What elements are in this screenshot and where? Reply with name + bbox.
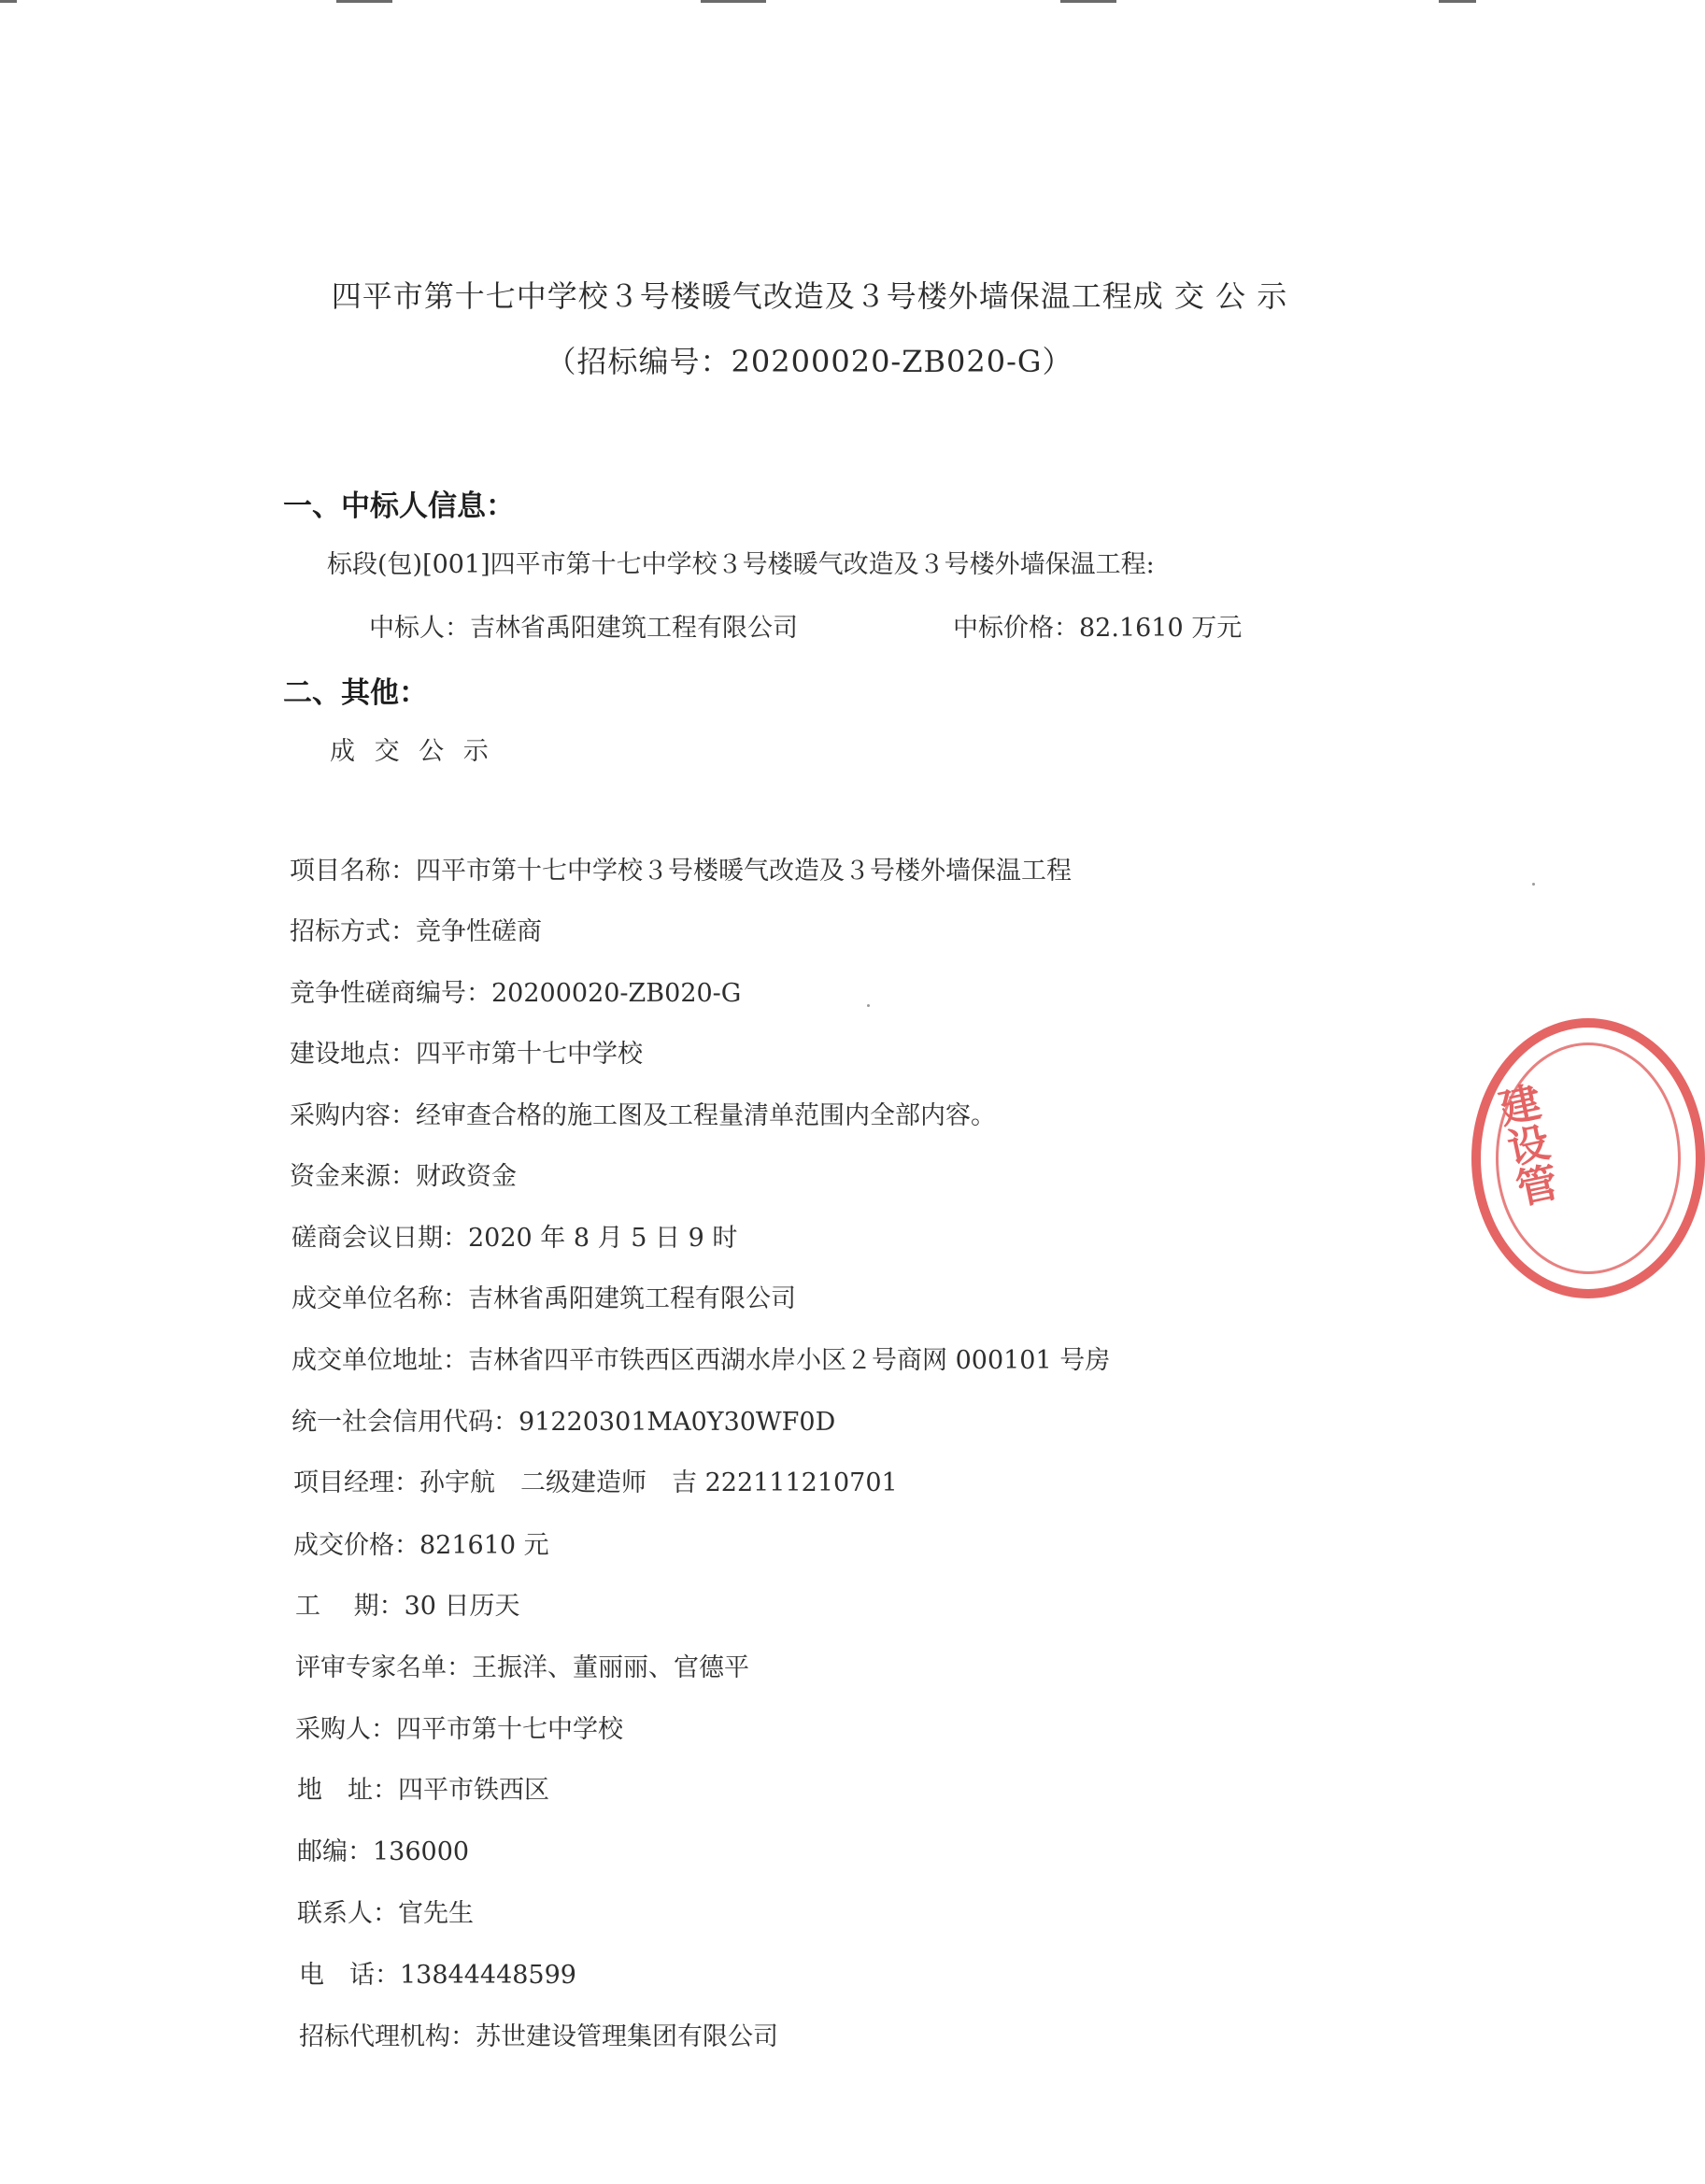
detail-purchaser: 采购人：四平市第十七中学校 xyxy=(295,1715,623,1744)
scan-speck xyxy=(1532,883,1535,886)
detail-company-name: 成交单位名称：吉林省禹阳建筑工程有限公司 xyxy=(291,1284,796,1313)
detail-meeting-date: 磋商会议日期：2020 年 8 月 5 日 9 时 xyxy=(291,1224,738,1253)
detail-agency: 招标代理机构：苏世建设管理集团有限公司 xyxy=(299,2022,778,2051)
detail-negotiation-number: 竞争性磋商编号：20200020-ZB020-G xyxy=(290,979,742,1008)
detail-phone: 电 话：13844448599 xyxy=(299,1961,576,1990)
detail-procurement-content: 采购内容：经审查合格的施工图及工程量清单范围内全部内容。 xyxy=(290,1101,996,1130)
detail-project-manager: 项目经理：孙宇航 二级建造师 吉 222111210701 xyxy=(293,1468,898,1497)
detail-duration: 工 期：30 日历天 xyxy=(295,1592,520,1621)
detail-project-name: 项目名称：四平市第十七中学校３号楼暖气改造及３号楼外墙保温工程 xyxy=(290,857,1072,886)
scan-edge-mark xyxy=(1060,0,1116,3)
scan-edge-mark xyxy=(0,0,17,3)
scan-edge-mark xyxy=(701,0,766,3)
detail-location: 建设地点：四平市第十七中学校 xyxy=(290,1040,643,1069)
seal-text: 建设管 xyxy=(1487,1080,1561,1211)
detail-deal-price: 成交价格：821610 元 xyxy=(293,1531,549,1560)
detail-address: 地 址：四平市铁西区 xyxy=(297,1776,549,1805)
detail-contact: 联系人：官先生 xyxy=(297,1899,474,1928)
detail-fund-source: 资金来源：财政资金 xyxy=(290,1162,517,1191)
red-seal-stamp xyxy=(1471,1018,1705,1298)
scan-speck xyxy=(867,1004,870,1007)
tender-number: （招标编号：20200020-ZB020-G） xyxy=(546,344,1073,379)
detail-postcode: 邮编：136000 xyxy=(297,1837,470,1866)
document-title: 四平市第十七中学校３号楼暖气改造及３号楼外墙保温工程成 交 公 示 xyxy=(331,278,1288,314)
scan-edge-mark xyxy=(336,0,392,3)
detail-expert-list: 评审专家名单：王振洋、董丽丽、官德平 xyxy=(295,1653,749,1682)
detail-credit-code: 统一社会信用代码：91220301MA0Y30WF0D xyxy=(291,1408,836,1437)
lot-description: 标段(包)[001]四平市第十七中学校３号楼暖气改造及３号楼外墙保温工程: xyxy=(327,550,1155,579)
winning-price: 中标价格：82.1610 万元 xyxy=(953,614,1243,643)
winner-name: 中标人：吉林省禹阳建筑工程有限公司 xyxy=(369,614,798,643)
section-heading-winner-info: 一、中标人信息： xyxy=(283,489,515,523)
detail-company-address: 成交单位地址：吉林省四平市铁西区西湖水岸小区２号商网 000101 号房 xyxy=(291,1346,1111,1375)
detail-tender-method: 招标方式：竞争性磋商 xyxy=(290,917,542,946)
section-heading-other: 二、其他： xyxy=(283,676,428,710)
announcement-subtitle: 成 交 公 示 xyxy=(330,737,494,766)
scan-edge-mark xyxy=(1439,0,1476,3)
